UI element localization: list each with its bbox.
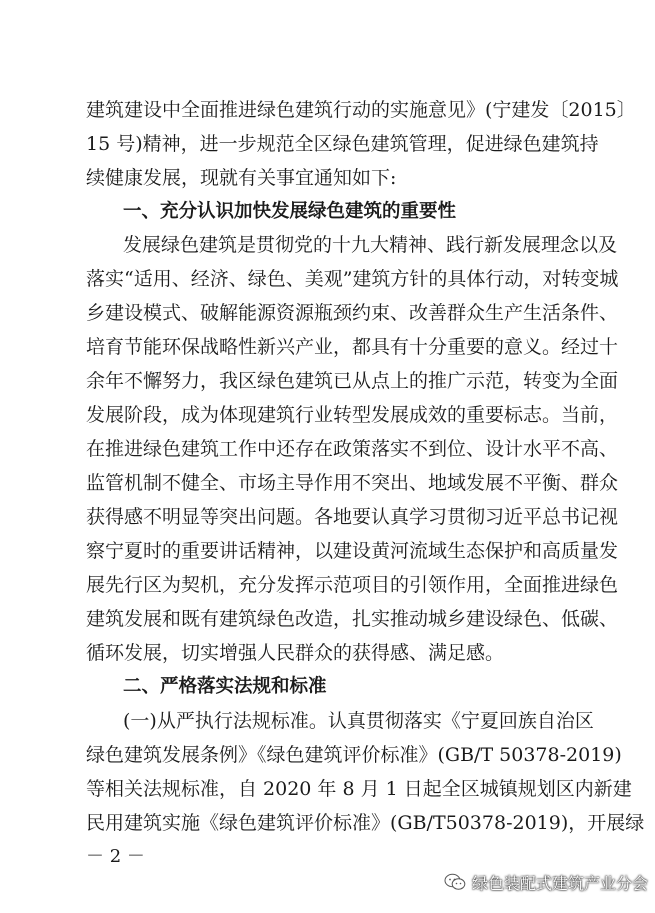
body-line: 获得感不明显等突出问题。各地要认真学习贯彻习近平总书记视 (86, 506, 619, 528)
body-line: 展先行区为契机，充分发挥示范项目的引领作用，全面推进绿色 (86, 574, 619, 596)
page-number: － 2 － (86, 846, 145, 867)
body-line: 发展绿色建筑是贯彻党的十九大精神、践行新发展理念以及 (123, 234, 618, 256)
body-line: 察宁夏时的重要讲话精神，以建设黄河流域生态保护和高质量发 (86, 540, 619, 562)
body-line: 乡建设模式、破解能源资源瓶颈约束、改善群众生产生活条件、 (86, 302, 619, 324)
section-heading-1: 一、充分认识加快发展绿色建筑的重要性 (123, 201, 457, 222)
watermark (444, 870, 648, 894)
body-line: 循环发展，切实增强人民群众的获得感、满足感。 (86, 642, 505, 664)
section-heading-2: 二、严格落实法规和标准 (123, 676, 327, 697)
watermark-text: 绿色装配式建筑产业分会 (472, 873, 649, 893)
body-line: 在推进绿色建筑工作中还存在政策落实不到位、设计水平不高、 (86, 438, 619, 460)
body-line: 落实“适用、经济、绿色、美观”建筑方针的具体行动，对转变城 (86, 268, 619, 290)
body-line: 续健康发展，现就有关事宜通知如下: (86, 167, 397, 189)
body-line: 建筑发展和既有建筑绿色改造，扎实推动城乡建设绿色、低碳、 (86, 608, 619, 630)
body-line: 培育节能环保战略性新兴产业，都具有十分重要的意义。经过十 (86, 336, 619, 358)
body-line: 监管机制不健全、市场主导作用不突出、地域发展不平衡、群众 (86, 472, 619, 494)
body-line: 民用建筑实施《绿色建筑评价标准》(GB/T50378-2019)，开展绿 (86, 812, 645, 834)
wechat-icon (444, 873, 466, 891)
body-line: 建筑建设中全面推进绿色建筑行动的实施意见》(宁建发〔2015〕 (86, 99, 636, 121)
body-line: 15 号)精神，进一步规范全区绿色建筑管理，促进绿色建筑持 (86, 133, 599, 155)
body-line: 绿色建筑发展条例》《绿色建筑评价标准》(GB/T 50378-2019) (86, 744, 622, 766)
body-line: (一)从严执行法规标准。认真贯彻落实《宁夏回族自治区 (123, 710, 594, 732)
body-line: 等相关法规标准，自 2020 年 8 月 1 日起全区城镇规划区内新建 (86, 778, 632, 800)
body-line: 发展阶段，成为体现建筑行业转型发展成效的重要标志。当前， (86, 404, 619, 426)
body-line: 余年不懈努力，我区绿色建筑已从点上的推广示范，转变为全面 (86, 370, 619, 392)
